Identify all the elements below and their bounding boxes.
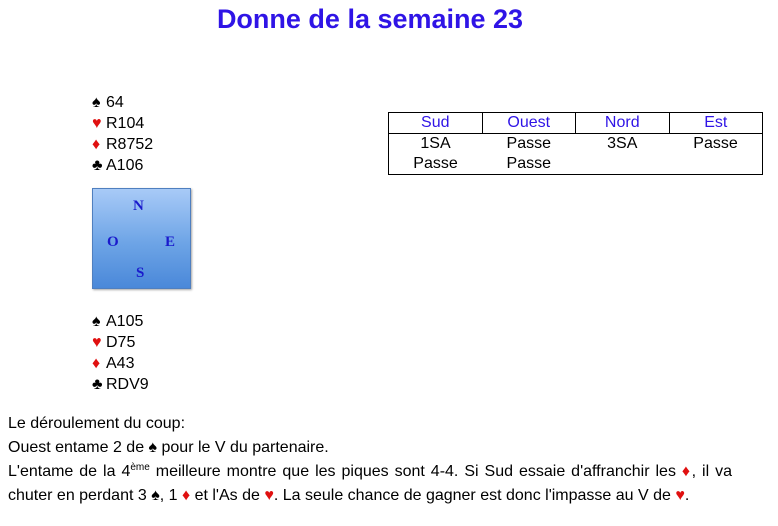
- south-diamonds-cards: A43: [106, 355, 135, 372]
- commentary-text: meilleure montre que les piques sont 4-4. Si Sud essaie d'affranchir les: [149, 463, 682, 480]
- bidding-header-south: Sud: [389, 113, 483, 134]
- heart-icon: ♥: [92, 334, 102, 351]
- commentary-text: , 1: [159, 487, 182, 504]
- heart-icon: ♥: [92, 115, 102, 132]
- bid-cell: 1SA: [389, 134, 483, 155]
- bid-cell: Passe: [669, 134, 763, 155]
- north-spades: [92, 92, 153, 113]
- bidding-row: [389, 134, 763, 155]
- spade-icon: ♠: [148, 439, 158, 456]
- club-icon: ♣: [92, 157, 103, 174]
- bidding-header-north: Nord: [576, 113, 670, 134]
- spade-icon: ♠: [92, 313, 101, 330]
- north-spades-cards: 64: [106, 94, 124, 111]
- commentary-text: et l'As de: [190, 487, 265, 504]
- north-hearts: [92, 113, 153, 134]
- heart-icon: ♥: [675, 487, 685, 504]
- commentary-text: . La seule chance de gagner est donc l'impasse au V de: [273, 487, 676, 504]
- superscript: ème: [130, 462, 150, 473]
- north-diamonds: [92, 134, 153, 155]
- south-clubs: [92, 374, 149, 395]
- south-hearts-cards: D75: [106, 334, 136, 351]
- south-spades-cards: A105: [106, 313, 144, 330]
- commentary-paragraph: [8, 460, 732, 508]
- bidding-row: [389, 154, 763, 175]
- commentary: [8, 412, 732, 508]
- commentary-text: L'entame de la 4: [8, 463, 131, 480]
- bidding-header-east: Est: [669, 113, 763, 134]
- south-hearts: [92, 332, 149, 353]
- commentary-heading: Le déroulement du coup:: [8, 415, 186, 432]
- bid-cell: 3SA: [607, 135, 638, 152]
- commentary-text: pour le V du partenaire.: [161, 439, 329, 456]
- heart-icon: ♥: [264, 487, 274, 504]
- bid-cell: Passe: [389, 154, 483, 175]
- compass-table: [92, 188, 191, 289]
- page-title: Donne de la semaine 23: [216, 4, 524, 34]
- south-spades: [92, 311, 149, 332]
- bidding-header-west: Ouest: [482, 113, 576, 134]
- compass-east: E: [165, 234, 176, 250]
- bidding-header-row: [389, 113, 763, 134]
- south-hand: [92, 311, 149, 395]
- north-clubs-cards: A106: [106, 157, 144, 174]
- bidding-table: [388, 112, 763, 175]
- diamond-icon: ♦: [681, 463, 692, 480]
- north-clubs: [92, 155, 153, 176]
- compass-south: S: [136, 265, 145, 281]
- commentary-text: Ouest entame 2 de: [8, 439, 145, 456]
- spade-icon: ♠: [92, 94, 101, 111]
- bid-cell: Passe: [482, 154, 576, 175]
- compass-west: O: [107, 234, 119, 250]
- diamond-icon: ♦: [92, 136, 101, 153]
- commentary-text: , il va chuter en perdant 3: [8, 463, 732, 504]
- spade-icon: ♠: [151, 487, 160, 504]
- diamond-icon: ♦: [92, 355, 101, 372]
- north-diamonds-cards: R8752: [106, 136, 154, 153]
- compass-north: N: [133, 198, 144, 214]
- south-clubs-cards: RDV9: [106, 376, 149, 393]
- club-icon: ♣: [92, 376, 103, 393]
- bid-cell: [669, 154, 763, 175]
- diamond-icon: ♦: [181, 487, 191, 504]
- commentary-line-1: [8, 436, 732, 460]
- north-hearts-cards: R104: [106, 115, 145, 132]
- bid-cell: Passe: [506, 135, 551, 152]
- north-hand: [92, 92, 153, 176]
- bid-cell: [576, 154, 670, 175]
- south-diamonds: [92, 353, 149, 374]
- commentary-text: .: [684, 487, 690, 504]
